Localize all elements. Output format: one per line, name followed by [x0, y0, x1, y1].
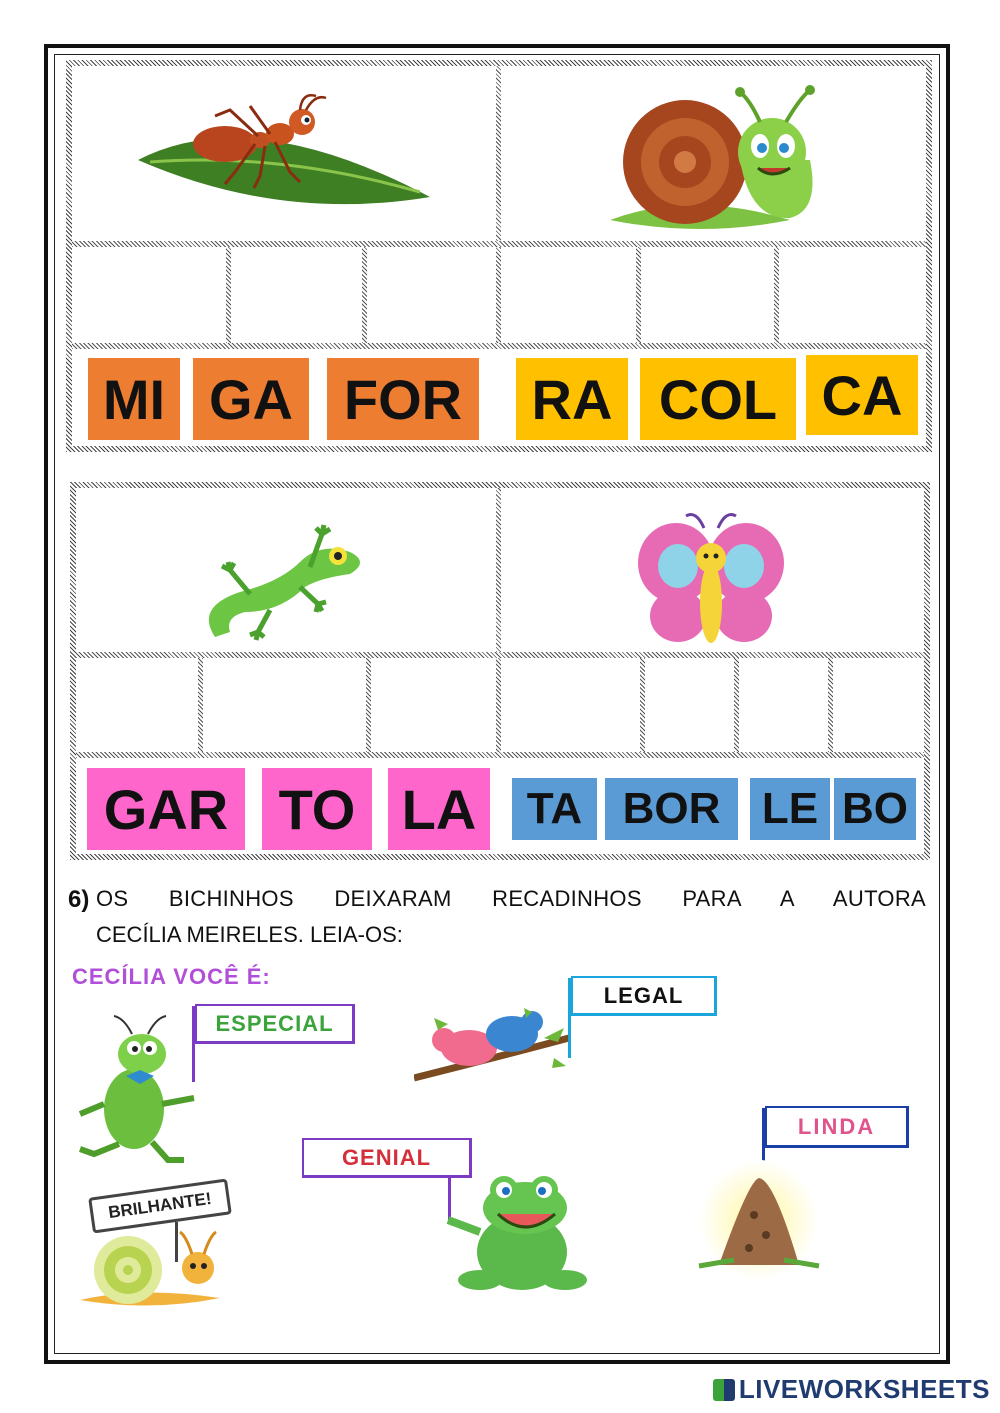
divider — [636, 247, 641, 343]
answer-box-snail-2[interactable] — [646, 252, 770, 338]
syllable-tile[interactable]: LE — [750, 778, 830, 840]
divider — [828, 658, 833, 752]
answer-box-lizard-2[interactable] — [207, 662, 362, 748]
answer-box-butterfly-2[interactable] — [649, 662, 730, 748]
snail-image — [600, 80, 830, 240]
divider — [72, 241, 926, 247]
message-flag-genial: GENIAL — [302, 1138, 472, 1178]
ant-on-leaf-image — [130, 92, 440, 212]
grasshopper-image — [74, 1014, 204, 1164]
syllable-tile[interactable]: GA — [193, 358, 309, 440]
divider — [362, 247, 367, 343]
syllable-tile[interactable]: GAR — [87, 768, 245, 850]
answer-box-ant-3[interactable] — [372, 252, 492, 338]
divider — [366, 658, 371, 752]
divider — [496, 488, 501, 754]
answer-box-lizard-3[interactable] — [375, 662, 492, 748]
anthill-image — [694, 1160, 824, 1280]
answer-box-butterfly-4[interactable] — [837, 662, 921, 748]
syllable-tile[interactable]: BO — [834, 778, 916, 840]
answer-box-snail-3[interactable] — [784, 252, 924, 338]
logo-icon — [713, 1379, 735, 1401]
syllable-tile[interactable]: TO — [262, 768, 372, 850]
answer-box-lizard-1[interactable] — [80, 662, 194, 748]
butterfly-image — [636, 508, 786, 653]
divider — [226, 247, 231, 343]
answer-box-butterfly-1[interactable] — [505, 662, 636, 748]
syllable-tile[interactable]: BOR — [605, 778, 738, 840]
heading-cecilia: CECÍLIA VOCÊ É: — [72, 964, 271, 989]
syllable-tile[interactable]: FOR — [327, 358, 479, 440]
divider — [76, 752, 924, 758]
message-flag-especial: ESPECIAL — [195, 1004, 355, 1044]
divider — [774, 247, 779, 343]
question-line-1: OS BICHINHOS DEIXARAM RECADINHOS PARA A AUTORA — [96, 886, 926, 911]
divider — [640, 658, 645, 752]
birds-image — [414, 998, 574, 1088]
message-sign-brilhante: BRILHANTE! — [88, 1178, 232, 1233]
divider — [734, 658, 739, 752]
divider — [76, 652, 924, 658]
divider — [496, 66, 501, 346]
syllable-tile[interactable]: CA — [806, 355, 918, 435]
answer-box-ant-2[interactable] — [236, 252, 358, 338]
syllable-tile[interactable]: TA — [512, 778, 597, 840]
divider — [198, 658, 203, 752]
answer-box-ant-1[interactable] — [77, 252, 222, 338]
question-line-2: CECÍLIA MEIRELES. LEIA-OS: — [96, 922, 403, 947]
question-number: 6) — [68, 886, 90, 913]
frog-image — [440, 1172, 600, 1297]
syllable-tile[interactable]: MI — [88, 358, 180, 440]
divider — [72, 343, 926, 349]
brand-text: LIVEWORKSHEETS — [738, 1374, 990, 1404]
small-snail-image — [80, 1226, 230, 1310]
syllable-tile[interactable]: RA — [516, 358, 628, 440]
syllable-tile[interactable]: LA — [388, 768, 490, 850]
liveworksheets-logo — [713, 1374, 990, 1405]
message-flag-legal: LEGAL — [571, 976, 717, 1016]
lizard-image — [200, 512, 372, 647]
syllable-tile[interactable]: COL — [640, 358, 796, 440]
message-flag-linda: LINDA — [765, 1106, 909, 1148]
answer-box-snail-1[interactable] — [506, 252, 632, 338]
answer-box-butterfly-3[interactable] — [743, 662, 824, 748]
